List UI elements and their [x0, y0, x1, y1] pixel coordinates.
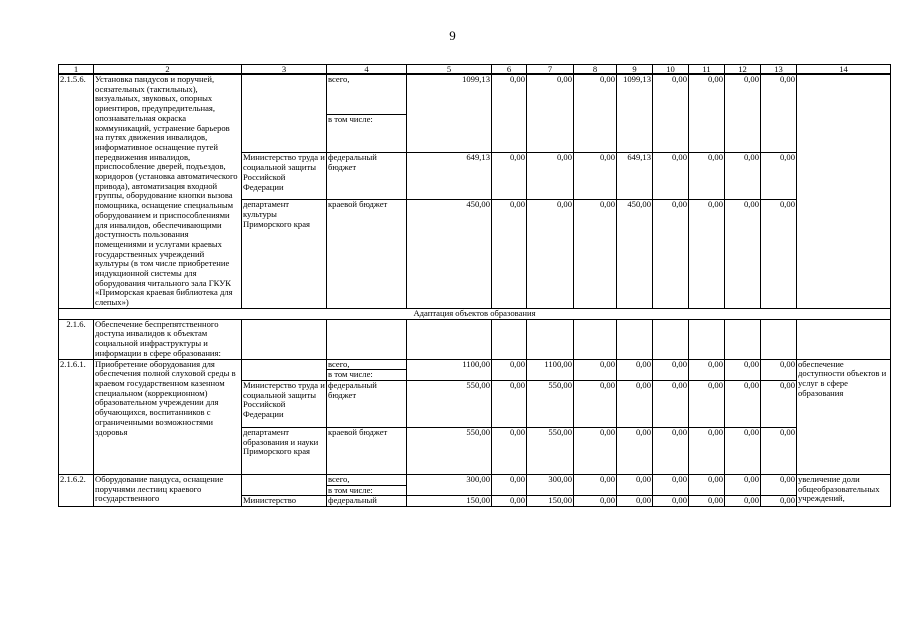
measure-description: Оборудование пандуса, оснащение поручнями лестниц краевого государственного — [94, 474, 242, 506]
table-row — [59, 74, 891, 114]
table-row — [59, 319, 891, 359]
amount-cell: 0,00 — [527, 74, 574, 153]
amount-cell: 0,00 — [574, 496, 617, 507]
funding-source: в том числе: — [327, 485, 407, 496]
amount-cell: 0,00 — [653, 359, 689, 380]
column-number: 13 — [761, 65, 797, 75]
amount-cell: 0,00 — [761, 359, 797, 380]
amount-cell — [527, 319, 574, 359]
amount-cell: 649,13 — [407, 153, 492, 200]
amount-cell: 0,00 — [527, 153, 574, 200]
section-row — [59, 308, 891, 319]
amount-cell: 0,00 — [653, 380, 689, 427]
amount-cell: 550,00 — [407, 380, 492, 427]
row-code: 2.1.6. — [59, 319, 94, 359]
amount-cell: 0,00 — [574, 427, 617, 474]
amount-cell: 0,00 — [725, 380, 761, 427]
column-number: 10 — [653, 65, 689, 75]
amount-cell: 0,00 — [492, 74, 527, 153]
funding-source: всего, — [327, 474, 407, 485]
funding-source — [327, 319, 407, 359]
program-table — [58, 64, 891, 507]
amount-cell: 550,00 — [527, 427, 574, 474]
row-code: 2.1.5.6. — [59, 74, 94, 308]
amount-cell: 0,00 — [653, 153, 689, 200]
amount-cell: 0,00 — [617, 359, 653, 380]
amount-cell: 150,00 — [527, 496, 574, 507]
amount-cell: 0,00 — [761, 153, 797, 200]
amount-cell: 0,00 — [689, 496, 725, 507]
column-number: 5 — [407, 65, 492, 75]
amount-cell: 0,00 — [689, 427, 725, 474]
column-number: 12 — [725, 65, 761, 75]
expected-result — [797, 74, 891, 308]
amount-cell: 450,00 — [617, 200, 653, 308]
amount-cell: 0,00 — [492, 427, 527, 474]
amount-cell — [492, 319, 527, 359]
amount-cell: 550,00 — [407, 427, 492, 474]
amount-cell: 550,00 — [527, 380, 574, 427]
amount-cell: 450,00 — [407, 200, 492, 308]
amount-cell: 0,00 — [725, 200, 761, 308]
measure-description: Обеспечение беспрепятственного доступа инвалидов к объектам социальной инфраструктуры и информации в сфере образования: — [94, 319, 242, 359]
amount-cell: 300,00 — [527, 474, 574, 495]
funding-source: федеральный бюджет — [327, 153, 407, 200]
executor: Министерство — [242, 496, 327, 507]
amount-cell: 0,00 — [574, 153, 617, 200]
funding-source: в том числе: — [327, 114, 407, 153]
expected-result — [797, 319, 891, 359]
column-number: 1 — [59, 65, 94, 75]
column-number: 9 — [617, 65, 653, 75]
measure-description: Приобретение оборудования для обеспечения полной слуховой среды в краевом государственном казенном специальном (коррекционном) образовательном учреждении для обучающихся, воспитанников с ограниченными возможностями здоровья — [94, 359, 242, 474]
amount-cell — [574, 319, 617, 359]
table-row — [59, 474, 891, 485]
amount-cell: 0,00 — [492, 474, 527, 495]
column-number-row — [59, 65, 891, 75]
funding-source: краевой бюджет — [327, 427, 407, 474]
amount-cell: 0,00 — [574, 380, 617, 427]
amount-cell: 150,00 — [407, 496, 492, 507]
executor-cell — [242, 359, 327, 380]
column-number: 3 — [242, 65, 327, 75]
amount-cell — [617, 319, 653, 359]
column-number: 2 — [94, 65, 242, 75]
amount-cell: 0,00 — [689, 380, 725, 427]
amount-cell: 0,00 — [761, 474, 797, 495]
amount-cell: 0,00 — [725, 359, 761, 380]
amount-cell: 0,00 — [761, 427, 797, 474]
amount-cell: 0,00 — [527, 200, 574, 308]
amount-cell — [761, 319, 797, 359]
amount-cell: 0,00 — [574, 474, 617, 495]
amount-cell — [689, 319, 725, 359]
row-code: 2.1.6.1. — [59, 359, 94, 474]
column-number: 8 — [574, 65, 617, 75]
amount-cell — [407, 319, 492, 359]
column-number: 11 — [689, 65, 725, 75]
measure-description: Установка пандусов и поручней, осязательных (тактильных), визуальных, звуковых, опорных ориентиров, предупредительная, опознавательная окраска коммуникаций, устранение барьеров на путях движения инвалидов, информативное оснащение путей передвижения инвалидов, приспособление дверей, подъездов, коридоров (установка автоматического привода), автоматизация входной группы, оборудование кнопки вызова помощника, оснащение специальным оборудованием и приспособлениями для инвалидов, обеспечивающими доступность пользования помещениями и услугами краевых государственных учреждений культуры (в том числе приобретение индукционной системы для оборудования читального зала ГКУК «Приморская краевая библиотека для слепых») — [94, 74, 242, 308]
amount-cell: 0,00 — [761, 496, 797, 507]
funding-source: федеральный бюджет — [327, 380, 407, 427]
amount-cell: 0,00 — [689, 474, 725, 495]
amount-cell: 0,00 — [617, 496, 653, 507]
amount-cell: 0,00 — [725, 496, 761, 507]
executor: Министерство труда и социальной защиты Российской Федерации — [242, 153, 327, 200]
amount-cell: 0,00 — [689, 74, 725, 153]
amount-cell: 1099,13 — [407, 74, 492, 153]
executor: Министерство труда и социальной защиты Российской Федерации — [242, 380, 327, 427]
amount-cell: 0,00 — [653, 427, 689, 474]
amount-cell: 0,00 — [617, 427, 653, 474]
column-number: 6 — [492, 65, 527, 75]
amount-cell: 0,00 — [761, 200, 797, 308]
page-number: 9 — [449, 28, 456, 43]
expected-result: увеличение доли общеобразовательных учреждений, — [797, 474, 891, 506]
amount-cell: 0,00 — [492, 496, 527, 507]
funding-source: федеральный — [327, 496, 407, 507]
amount-cell: 300,00 — [407, 474, 492, 495]
funding-source: всего, — [327, 74, 407, 114]
amount-cell: 0,00 — [617, 380, 653, 427]
funding-source: всего, — [327, 359, 407, 370]
column-number: 4 — [327, 65, 407, 75]
amount-cell: 0,00 — [617, 474, 653, 495]
expected-result: обеспечение доступности объектов и услуг в сфере образования — [797, 359, 891, 474]
funding-source: в том числе: — [327, 370, 407, 381]
amount-cell: 1099,13 — [617, 74, 653, 153]
table-row — [59, 359, 891, 370]
amount-cell: 0,00 — [492, 380, 527, 427]
amount-cell: 1100,00 — [527, 359, 574, 380]
amount-cell: 0,00 — [653, 74, 689, 153]
column-number: 7 — [527, 65, 574, 75]
amount-cell: 0,00 — [725, 474, 761, 495]
amount-cell: 0,00 — [725, 74, 761, 153]
amount-cell: 0,00 — [689, 153, 725, 200]
amount-cell: 0,00 — [492, 200, 527, 308]
amount-cell — [653, 319, 689, 359]
amount-cell: 0,00 — [653, 496, 689, 507]
amount-cell: 0,00 — [761, 74, 797, 153]
funding-source: краевой бюджет — [327, 200, 407, 308]
amount-cell: 0,00 — [725, 153, 761, 200]
amount-cell: 0,00 — [574, 200, 617, 308]
amount-cell: 0,00 — [689, 359, 725, 380]
column-number: 14 — [797, 65, 891, 75]
executor: департамент образования и науки Приморского края — [242, 427, 327, 474]
amount-cell: 0,00 — [725, 427, 761, 474]
executor-cell — [242, 474, 327, 495]
executor: департамент культуры Приморского края — [242, 200, 327, 308]
row-code: 2.1.6.2. — [59, 474, 94, 506]
amount-cell: 0,00 — [492, 153, 527, 200]
amount-cell: 0,00 — [574, 74, 617, 153]
amount-cell: 0,00 — [689, 200, 725, 308]
amount-cell: 0,00 — [653, 474, 689, 495]
amount-cell: 0,00 — [492, 359, 527, 380]
executor-cell — [242, 319, 327, 359]
amount-cell: 0,00 — [574, 359, 617, 380]
amount-cell: 1100,00 — [407, 359, 492, 380]
executor-cell — [242, 74, 327, 153]
section-title: Адаптация объектов образования — [59, 308, 891, 319]
amount-cell: 0,00 — [761, 380, 797, 427]
amount-cell — [725, 319, 761, 359]
amount-cell: 0,00 — [653, 200, 689, 308]
amount-cell: 649,13 — [617, 153, 653, 200]
